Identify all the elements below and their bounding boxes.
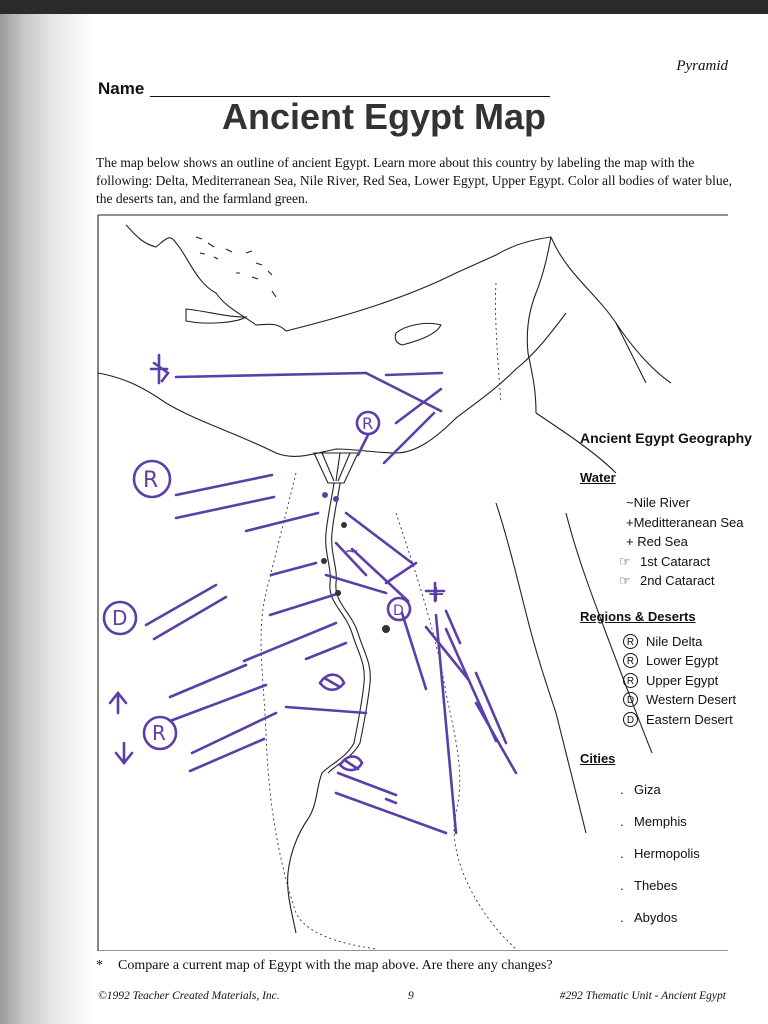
- legend-label: 1st Cataract: [640, 553, 711, 569]
- svg-text:D: D: [393, 603, 404, 619]
- legend-label: 2nd Cataract: [640, 573, 715, 588]
- geography-legend: [580, 430, 768, 934]
- circled-r-icon: R: [623, 653, 638, 668]
- map-mark-red-sea-plus: [427, 582, 445, 607]
- legend-symbol-tilde: ~: [626, 495, 634, 510]
- legend-label: Western Desert: [646, 692, 737, 707]
- footer-page-number: 9: [408, 990, 414, 1002]
- legend-item-upper-egypt: [580, 671, 768, 691]
- hand-icon: ☞: [619, 573, 631, 588]
- intro-paragraph: The map below shows an outline of ancient Egypt. Learn more about this country by labeling the map with the following: Delta, Mediterranean Sea, Nile River, Red Sea, Lower Egypt, Upper Egypt. Color all bodies of water blue, the deserts tan, and the farmland green.: [96, 155, 733, 206]
- legend-water-heading: Water: [580, 470, 616, 485]
- legend-label: Meditteranean Sea: [633, 514, 744, 530]
- svg-text:R: R: [143, 468, 159, 493]
- crete-island: [186, 309, 246, 323]
- legend-city: . Hermopolis: [580, 838, 768, 870]
- legend-label: Red Sea: [633, 534, 688, 549]
- legend-label: Nile River: [633, 495, 690, 510]
- map-mark-eastern-desert-D: [388, 598, 410, 620]
- footnote: [96, 958, 553, 974]
- legend-regions-heading: Regions & Deserts: [580, 608, 696, 624]
- bullet-icon: .: [620, 910, 624, 925]
- corner-label: Pyramid: [676, 58, 728, 74]
- legend-label: Upper Egypt: [646, 672, 719, 688]
- map-mark-upper-delta-R: [357, 412, 379, 455]
- legend-item-nile-river: [580, 493, 768, 513]
- footer-copyright: ©1992 Teacher Created Materials, Inc.: [98, 990, 280, 1002]
- svg-text:~: ~: [344, 541, 360, 562]
- bullet-icon: .: [620, 846, 624, 861]
- bullet-icon: .: [620, 814, 624, 829]
- legend-symbol-plus: +: [626, 514, 634, 530]
- map-mark-upper-egypt-R: [110, 693, 176, 763]
- legend-item-red-sea: [580, 532, 768, 552]
- legend-item-nile-delta: [580, 632, 768, 652]
- eastern-boundary: [396, 513, 516, 949]
- footnote-star: *: [96, 958, 103, 973]
- legend-item-second-cataract: [580, 571, 768, 591]
- footer-unit: #292 Thematic Unit - Ancient Egypt: [559, 990, 726, 1002]
- legend-label: Lower Egypt: [646, 653, 719, 668]
- map-mark-western-desert-D: [104, 602, 136, 634]
- nile-delta: [314, 453, 358, 483]
- hand-icon: ☞: [619, 553, 631, 569]
- cyprus-island: [395, 323, 441, 345]
- map-mark-nile-river: [344, 541, 359, 562]
- name-label: Name: [98, 79, 145, 98]
- map-first-cataract-mark: [320, 675, 344, 690]
- legend-symbol-plus: +: [626, 534, 634, 549]
- map-mark-lower-egypt-R: [134, 461, 170, 497]
- arabian-coast: [551, 237, 671, 383]
- legend-item-mediterranean: [580, 513, 768, 533]
- legend-city: . Abydos: [580, 902, 768, 934]
- bullet-icon: .: [620, 878, 624, 893]
- circled-d-icon: D: [623, 712, 638, 727]
- svg-text:+: +: [427, 582, 446, 607]
- svg-text:R: R: [362, 414, 374, 433]
- red-sea-west-coast: [496, 503, 586, 833]
- legend-city: . Thebes: [580, 870, 768, 902]
- african-coastline: [98, 313, 566, 456]
- levant-coast: [527, 237, 551, 413]
- circled-r-icon: R: [623, 673, 638, 688]
- circled-r-icon: R: [623, 634, 638, 649]
- northern-coastline: [126, 225, 551, 331]
- legend-item-lower-egypt: [580, 651, 768, 671]
- map-second-cataract-mark: [340, 757, 362, 771]
- legend-cities-heading: Cities: [580, 751, 616, 766]
- scan-top-band: [0, 0, 768, 14]
- footnote-text: Compare a current map of Egypt with the map above. Are there any changes?: [118, 958, 553, 973]
- page-title: Ancient Egypt Map: [221, 96, 547, 137]
- legend-city: . Giza: [580, 774, 768, 806]
- svg-text:D: D: [112, 606, 128, 630]
- legend-title: Ancient Egypt Geography: [580, 430, 752, 446]
- bullet-icon: .: [620, 782, 624, 797]
- legend-item-eastern-desert: [580, 710, 768, 730]
- scan-binding-shadow: [0, 14, 95, 1024]
- circled-d-icon: D: [623, 692, 638, 707]
- legend-label: Nile Delta: [646, 633, 703, 649]
- legend-city: . Memphis: [580, 806, 768, 838]
- legend-item-first-cataract: [580, 552, 768, 572]
- svg-text:R: R: [152, 721, 166, 745]
- legend-item-western-desert: [580, 690, 768, 710]
- legend-label: Eastern Desert: [646, 711, 733, 727]
